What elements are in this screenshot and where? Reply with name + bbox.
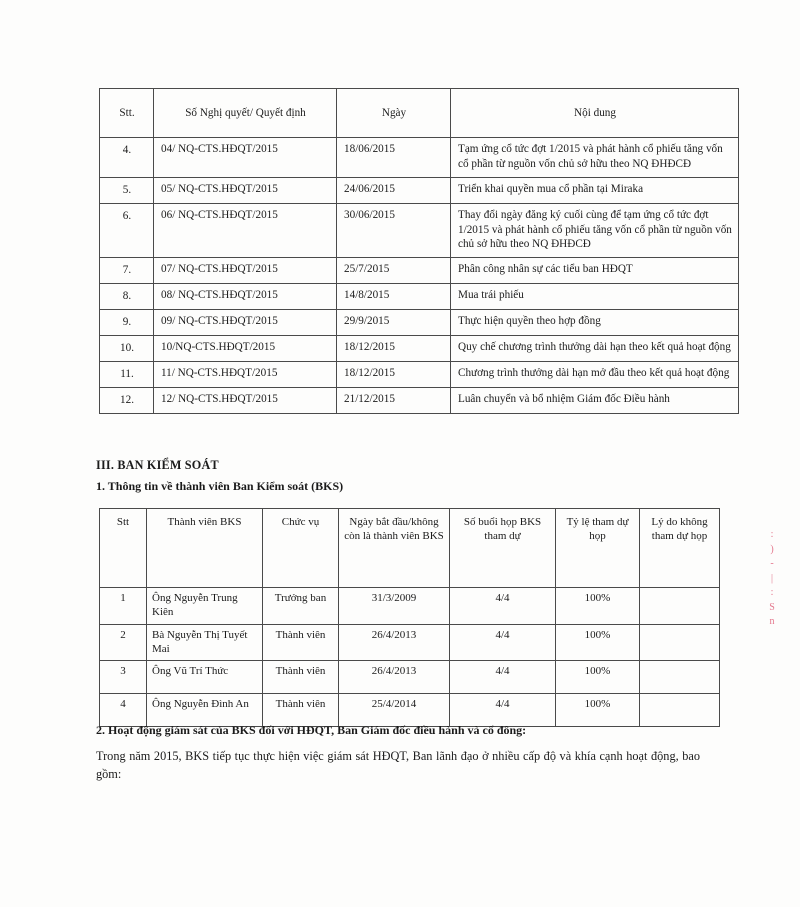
cell-position: Thành viên (263, 694, 339, 727)
cell-date: 18/12/2015 (337, 336, 451, 362)
cell-date: 24/06/2015 (337, 177, 451, 203)
cell-date: 18/12/2015 (337, 361, 451, 387)
table-row (100, 661, 720, 694)
cell-stt: 1 (100, 588, 147, 625)
column-header-attendance-rate: Tỷ lệ tham dự họp (556, 509, 640, 588)
cell-meetings-attended: 4/4 (450, 624, 556, 661)
cell-meetings-attended: 4/4 (450, 694, 556, 727)
cell-start-end-date: 31/3/2009 (339, 588, 450, 625)
cell-content: Quy chế chương trình thưởng dài hạn theo kết quả hoạt động (451, 336, 739, 362)
cell-absence-reason (640, 661, 720, 694)
column-header-date: Ngày (337, 89, 451, 138)
cell-stt: 10. (100, 336, 154, 362)
stamp-mark: : (770, 587, 774, 598)
subheading-supervision-activity: 2. Hoạt động giám sát của BKS đối với HĐQT, Ban Giám đốc điều hành và cổ đông: (96, 723, 527, 737)
cell-date: 14/8/2015 (337, 284, 451, 310)
table-header-row (100, 89, 739, 138)
resolution-table-body (100, 138, 739, 414)
cell-stt: 3 (100, 661, 147, 694)
cell-member-name: Ông Nguyễn Trung Kiên (147, 588, 263, 625)
column-header-stt: Stt. (100, 89, 154, 138)
resolution-table-head (100, 89, 739, 138)
supervision-paragraph: Trong năm 2015, BKS tiếp tục thực hiện việc giám sát HĐQT, Ban lãnh đạo ở nhiều cấp độ và khía cạnh hoạt động, bao gồm: (96, 749, 700, 781)
bks-members-table (99, 508, 720, 727)
cell-start-end-date: 26/4/2013 (339, 661, 450, 694)
column-header-meetings-attended: Số buổi họp BKS tham dự (450, 509, 556, 588)
table-row (100, 258, 739, 284)
table-row (100, 588, 720, 625)
cell-content: Phân công nhân sự các tiểu ban HĐQT (451, 258, 739, 284)
stamp-mark: : (770, 529, 774, 540)
cell-resolution-number: 08/ NQ-CTS.HĐQT/2015 (154, 284, 337, 310)
cell-stt: 8. (100, 284, 154, 310)
cell-content: Thay đổi ngày đăng ký cuối cùng để tạm ứng cổ tức đợt 1/2015 và phát hành cổ phiếu tăng vốn cổ phần từ nguồn vốn chủ sở hữu theo NQ ĐHĐCĐ (451, 203, 739, 258)
stamp-mark: ) (770, 543, 774, 555)
cell-content: Tạm ứng cổ tức đợt 1/2015 và phát hành cổ phiếu tăng vốn cổ phần từ nguồn vốn chủ sở hữu theo NQ ĐHĐCĐ (451, 138, 739, 178)
cell-member-name: Ông Vũ Trí Thức (147, 661, 263, 694)
cell-stt: 5. (100, 177, 154, 203)
cell-stt: 12. (100, 387, 154, 413)
stamp-mark: | (770, 572, 773, 584)
table-row (100, 284, 739, 310)
cell-date: 29/9/2015 (337, 310, 451, 336)
cell-member-name: Ông Nguyễn Đình An (147, 694, 263, 727)
cell-resolution-number: 10/NQ-CTS.HĐQT/2015 (154, 336, 337, 362)
cell-absence-reason (640, 588, 720, 625)
column-header-resolution-number: Số Nghị quyết/ Quyết định (154, 89, 337, 138)
section-heading: III. BAN KIỂM SOÁT (96, 458, 219, 472)
cell-content: Mua trái phiếu (451, 284, 739, 310)
cell-start-end-date: 25/4/2014 (339, 694, 450, 727)
table-row (100, 138, 739, 178)
table-row (100, 624, 720, 661)
cell-stt: 7. (100, 258, 154, 284)
cell-resolution-number: 11/ NQ-CTS.HĐQT/2015 (154, 361, 337, 387)
cell-meetings-attended: 4/4 (450, 661, 556, 694)
table-row (100, 361, 739, 387)
table-row (100, 336, 739, 362)
table-row (100, 387, 739, 413)
cell-attendance-rate: 100% (556, 661, 640, 694)
cell-meetings-attended: 4/4 (450, 588, 556, 625)
stamp-mark: - (770, 558, 774, 569)
cell-stt: 2 (100, 624, 147, 661)
column-header-absence-reason: Lý do không tham dự họp (640, 509, 720, 588)
cell-position: Thành viên (263, 661, 339, 694)
table-header-row (100, 509, 720, 588)
cell-stt: 11. (100, 361, 154, 387)
cell-resolution-number: 04/ NQ-CTS.HĐQT/2015 (154, 138, 337, 178)
cell-attendance-rate: 100% (556, 588, 640, 625)
cell-resolution-number: 07/ NQ-CTS.HĐQT/2015 (154, 258, 337, 284)
cell-start-end-date: 26/4/2013 (339, 624, 450, 661)
cell-content: Thực hiện quyền theo hợp đồng (451, 310, 739, 336)
bks-table-body (100, 588, 720, 727)
bks-table-head (100, 509, 720, 588)
cell-content: Chương trình thưởng dài hạn mở đầu theo kết quả hoạt động (451, 361, 739, 387)
stamp-mark: S (769, 601, 775, 613)
column-header-member-name: Thành viên BKS (147, 509, 263, 588)
table-row (100, 203, 739, 258)
table-row (100, 177, 739, 203)
cell-attendance-rate: 100% (556, 694, 640, 727)
cell-absence-reason (640, 624, 720, 661)
stamp-mark: n (769, 616, 775, 627)
cell-stt: 4. (100, 138, 154, 178)
subheading-bks-info: 1. Thông tin về thành viên Ban Kiểm soát (BKS) (96, 479, 344, 493)
cell-position: Thành viên (263, 624, 339, 661)
cell-stt: 4 (100, 694, 147, 727)
red-stamp-watermark (764, 528, 780, 630)
cell-absence-reason (640, 694, 720, 727)
table-row (100, 310, 739, 336)
cell-resolution-number: 06/ NQ-CTS.HĐQT/2015 (154, 203, 337, 258)
cell-stt: 6. (100, 203, 154, 258)
column-header-start-end-date: Ngày bắt đầu/không còn là thành viên BKS (339, 509, 450, 588)
cell-content: Triển khai quyền mua cổ phần tại Miraka (451, 177, 739, 203)
cell-resolution-number: 05/ NQ-CTS.HĐQT/2015 (154, 177, 337, 203)
column-header-content: Nội dung (451, 89, 739, 138)
cell-content: Luân chuyển và bổ nhiệm Giám đốc Điều hành (451, 387, 739, 413)
cell-member-name: Bà Nguyễn Thị Tuyết Mai (147, 624, 263, 661)
column-header-position: Chức vụ (263, 509, 339, 588)
column-header-stt: Stt (100, 509, 147, 588)
table-row (100, 694, 720, 727)
cell-attendance-rate: 100% (556, 624, 640, 661)
cell-date: 21/12/2015 (337, 387, 451, 413)
cell-resolution-number: 12/ NQ-CTS.HĐQT/2015 (154, 387, 337, 413)
cell-stt: 9. (100, 310, 154, 336)
cell-date: 30/06/2015 (337, 203, 451, 258)
cell-position: Trưởng ban (263, 588, 339, 625)
cell-date: 18/06/2015 (337, 138, 451, 178)
cell-date: 25/7/2015 (337, 258, 451, 284)
resolution-table (99, 88, 739, 414)
cell-resolution-number: 09/ NQ-CTS.HĐQT/2015 (154, 310, 337, 336)
